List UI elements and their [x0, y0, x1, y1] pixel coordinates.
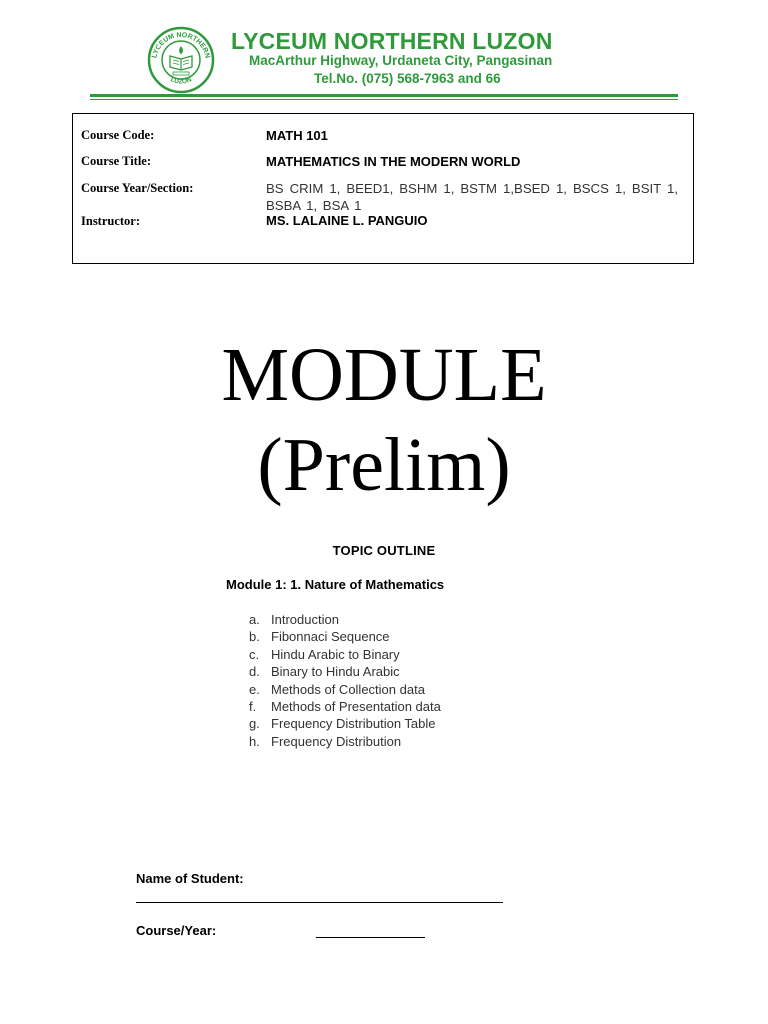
school-seal-icon	[144, 26, 218, 94]
list-marker: a.	[249, 612, 260, 627]
module-heading: Module 1: 1. Nature of Mathematics	[226, 577, 445, 592]
course-code-label: Course Code:	[81, 128, 155, 142]
student-name-line[interactable]	[136, 902, 503, 903]
course-section-value: BS CRIM 1, BEED1, BSHM 1, BSTM 1,BSED 1, BSCS 1, BSIT 1, BSBA 1, BSA 1	[266, 181, 678, 213]
svg-text:LUZON	[169, 76, 192, 85]
module-title	[0, 330, 768, 510]
list-item-text: Frequency Distribution	[271, 733, 402, 749]
course-title-value: MATHEMATICS IN THE MODERN WORLD	[266, 154, 521, 169]
list-marker: c.	[249, 646, 260, 662]
list-item-text: Binary to Hindu Arabic	[271, 664, 400, 680]
school-name: LYCEUM NORTHERN LUZON	[231, 28, 553, 54]
module-title-line1: MODULE	[221, 333, 547, 417]
list-item	[249, 733, 441, 750]
list-item	[249, 698, 441, 715]
list-marker: b.	[249, 629, 260, 645]
list-item-text: Hindu Arabic to Binary	[271, 646, 400, 662]
list-item-text: Methods of Collection data	[271, 681, 425, 697]
list-marker: e.	[249, 681, 260, 697]
list-item	[249, 715, 441, 732]
seal-bottom-text: LUZON	[169, 76, 193, 86]
student-name-label: Name of Student:	[136, 871, 244, 886]
list-item-text: Introduction	[271, 612, 339, 627]
list-marker: d.	[249, 664, 260, 680]
course-info-box	[72, 113, 694, 264]
header-rule-thin	[90, 99, 678, 100]
header-rule-thick	[90, 94, 678, 97]
list-item	[249, 646, 441, 663]
instructor-label: Instructor:	[81, 214, 141, 228]
list-item	[249, 628, 441, 645]
topic-outline-heading: TOPIC OUTLINE	[332, 543, 436, 558]
list-item-text: Frequency Distribution Table	[271, 716, 436, 732]
course-year-line[interactable]	[316, 937, 425, 938]
seal-top-text: LYCEUM NORTHERN	[151, 31, 211, 59]
list-item	[249, 681, 441, 698]
module-title-line2: (Prelim)	[257, 423, 511, 507]
instructor-value: MS. LALAINE L. PANGUIO	[266, 213, 428, 228]
list-item	[249, 611, 441, 628]
list-marker: h.	[249, 733, 260, 749]
topic-list	[249, 611, 441, 750]
course-year-label: Course/Year:	[136, 923, 217, 938]
list-marker: g.	[249, 716, 260, 732]
list-item	[249, 663, 441, 680]
course-title-label: Course Title:	[81, 154, 152, 168]
school-telephone: Tel.No. (075) 568-7963 and 66	[314, 71, 501, 86]
course-section-label: Course Year/Section:	[81, 181, 194, 195]
school-address: MacArthur Highway, Urdaneta City, Pangasinan	[249, 53, 553, 68]
list-item-text: Methods of Presentation data	[271, 699, 441, 715]
list-item-text: Fibonnaci Sequence	[271, 629, 390, 645]
list-marker: f.	[249, 699, 257, 715]
course-code-value: MATH 101	[266, 128, 328, 143]
letterhead	[90, 22, 680, 102]
